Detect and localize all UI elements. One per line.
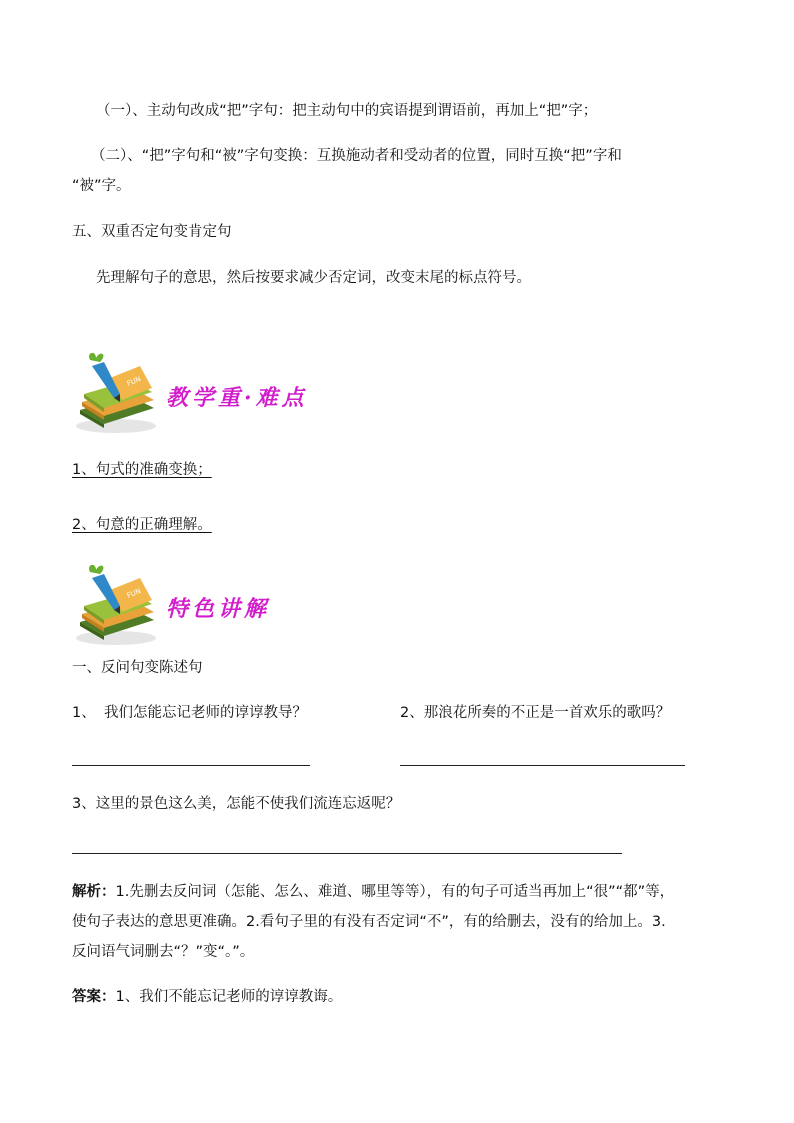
section-5-heading: 五、双重否定句变肯定句 [72,224,232,240]
explanation-title: 特色讲解 [166,596,271,622]
svg-text:FUN: FUN [125,375,143,388]
analysis-line-1 [72,882,674,902]
question-3: 3、这里的景色这么美，怎能不使我们流连忘返呢？ [72,796,401,812]
analysis-line-3: 反问语气词删去“？”变“。”。 [72,944,255,960]
question-1: 我们怎能忘记老师的谆谆教导？ [104,705,307,721]
rule-2-line-2: “被”字。 [72,178,131,194]
answer-blank-3[interactable] [72,853,622,854]
key-points-title: 教学重·难点 [166,385,308,411]
answer-text: 1、我们不能忘记老师的谆谆教诲。 [115,989,343,1005]
rule-2-line-1: （二）、“把”字句和“被”字句变换：互换施动者和受动者的位置，同时互换“把”字和 [91,148,622,164]
answer-line [72,987,342,1007]
analysis-text-1: 1.先删去反问词（怎能、怎么、难道、哪里等等），有的句子可适当再加上“很”“都”等， [115,884,675,900]
answer-blank-1[interactable] [72,765,310,766]
analysis-label: 解析： [72,884,116,900]
question-2: 2、那浪花所奏的不正是一首欢乐的歌吗？ [400,705,671,721]
analysis-line-2: 使句子表达的意思更准确。2.看句子里的有没有否定词“不”，有的给删去，没有的给加上。3. [72,914,666,930]
answer-label: 答案： [72,989,116,1005]
answer-blank-2[interactable] [400,765,685,766]
books-pencil-icon [70,348,162,434]
key-point-1: 1、句式的准确变换； [72,462,212,478]
books-pencil-icon [70,560,162,646]
svg-text:FUN: FUN [125,587,143,600]
key-point-2: 2、句意的正确理解。 [72,517,212,533]
question-1-number: 1、 [72,705,96,721]
section-5-body: 先理解句子的意思，然后按要求减少否定词，改变末尾的标点符号。 [96,270,531,286]
rule-1: （一）、主动句改成“把”字句：把主动句中的宾语提到谓语前，再加上“把”字； [96,103,598,119]
section-1-heading: 一、反问句变陈述句 [72,660,203,676]
